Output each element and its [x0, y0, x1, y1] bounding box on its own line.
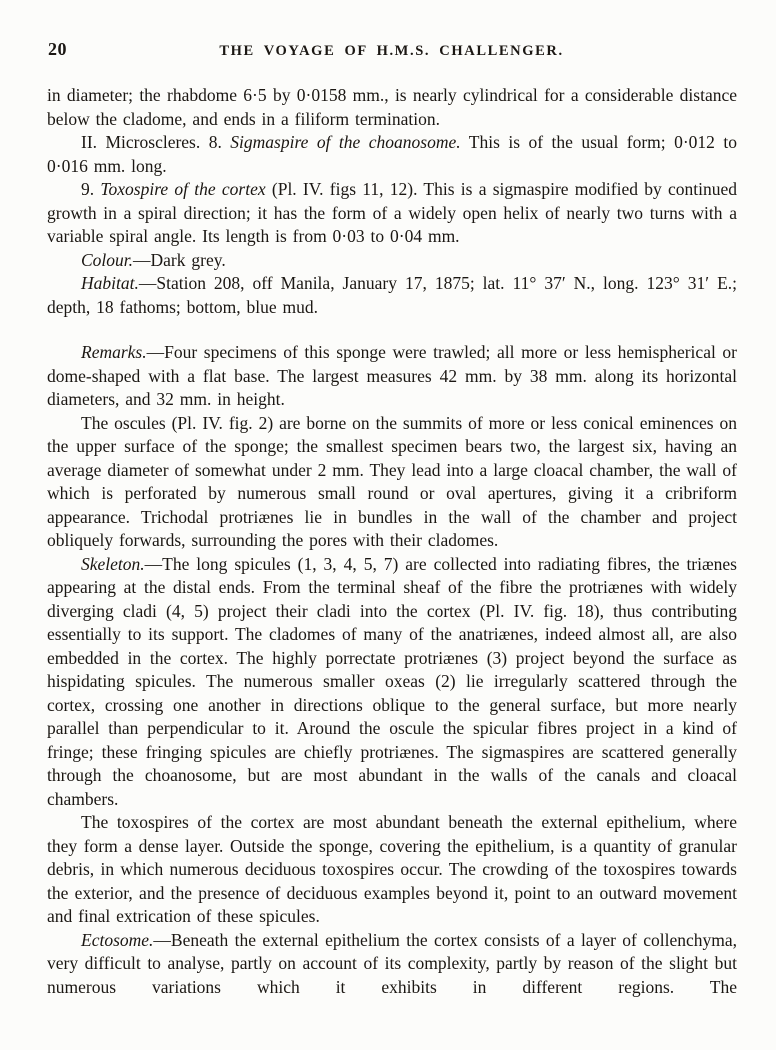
- page-number: 20: [48, 39, 67, 59]
- text-run: 9.: [81, 179, 101, 199]
- paragraph-rhabdome-continuation: [47, 84, 737, 131]
- italic-text-run: Remarks.: [81, 342, 147, 362]
- paragraph-toxospires-cortex: [47, 811, 737, 929]
- text-run: The oscules (Pl. IV. fig. 2) are borne on the summits of more or less conical eminences on the upper surface of the sponge; the smallest specimen bears two, the largest six, having an average diameter of somewhat under 2 mm. They lead into a large cloacal chamber, the wall of which is perforated by numerous small round or oval apertures, giving it a cribriform appearance. Trichodal protriænes lie in bundles in the wall of the chamber and project obliquely forwards, surrounding the pores with their cladomes.: [47, 412, 737, 550]
- text-run: —Dark grey.: [133, 249, 226, 270]
- text-run: II. Microscleres. 8.: [81, 132, 231, 152]
- paragraph-oscules: [47, 412, 737, 553]
- text-run: This is of the usual form; 0·012 to 0·016 mm. long.: [47, 132, 738, 176]
- running-title: THE VOYAGE OF H.M.S. CHALLENGER.: [219, 43, 564, 59]
- paragraph-skeleton: [47, 553, 737, 812]
- text-run: The toxospires of the cortex are most abundant beneath the external epithelium, where they form a dense layer. Outside the sponge, covering the epithelium, is a quantity of granular debris, in which numerous deciduous toxospires occur. The crowding of the toxospires towards the exterior, and the presence of deciduous examples beyond it, point to an outward movement and final extrication of these spicules.: [47, 812, 737, 926]
- paragraph-ectosome: [47, 929, 737, 1000]
- italic-text-run: Ectosome.: [81, 929, 154, 950]
- paragraph-habitat: [47, 272, 737, 319]
- italic-text-run: Skeleton.: [81, 553, 145, 574]
- paragraph-colour: [47, 249, 737, 273]
- text-run: in diameter; the rhabdome 6·5 by 0·0158 mm., is nearly cylindrical for a considerable distance below the cladome, and ends in a filiform termination.: [47, 85, 737, 129]
- paragraph-toxospire: [47, 178, 737, 249]
- paragraph-microscleres-sigmaspire: [47, 131, 737, 178]
- paragraph-remarks: [47, 341, 737, 412]
- text-run: (Pl. IV. figs 11, 12). This is a sigmaspire modified by continued growth in a spiral direction; it has the form of a widely open helix of nearly two turns with a variable spiral angle. Its length is from 0·03 to 0·04 mm.: [47, 179, 738, 246]
- text-run: —Beneath the external epithelium the cortex consists of a layer of collenchyma, very difficult to analyse, partly on account of its complexity, partly by reason of the slight but numerous variations which it exhibits in different regions. The: [47, 929, 737, 997]
- italic-text-run: Toxospire of the cortex: [100, 179, 266, 199]
- text-run: —Station 208, off Manila, January 17, 1875; lat. 11° 37′ N., long. 123° 31′ E.; depth, 18 fathoms; bottom, blue mud.: [47, 273, 737, 317]
- text-run: —Four specimens of this sponge were trawled; all more or less hemispherical or dome-shaped with a flat base. The largest measures 42 mm. by 38 mm. along its horizontal diameters, and 32 mm. in height.: [47, 342, 737, 409]
- italic-text-run: Colour.: [81, 249, 134, 270]
- italic-text-run: Sigmaspire of the choanosome.: [230, 132, 461, 152]
- italic-text-run: Habitat.: [81, 273, 139, 293]
- page-body: [47, 84, 737, 999]
- page-header: [47, 39, 736, 65]
- text-run: —The long spicules (1, 3, 4, 5, 7) are collected into radiating fibres, the triænes appearing at the distal ends. From the terminal sheaf of the fibre the protriænes with widely diverging cladi (4, 5) project their cladi into the cortex (Pl. IV. fig. 18), thus contributing essentially to its support. The cladomes of many of the anatriænes, indeed almost all, are also embedded in the cortex. The highly porrectate protriænes (3) project beyond the surface as hispidating spicules. The numerous smaller oxeas (2) lie irregularly scattered through the cortex, crossing one another in directions oblique to the general surface, but more nearly parallel than perpendicular to it. Around the oscule the spicular fibres project in a kind of fringe; these fringing spicules are chiefly protriænes. The sigmaspires are scattered generally through the choanosome, but are most abundant in the walls of the canals and cloacal chambers.: [47, 553, 737, 809]
